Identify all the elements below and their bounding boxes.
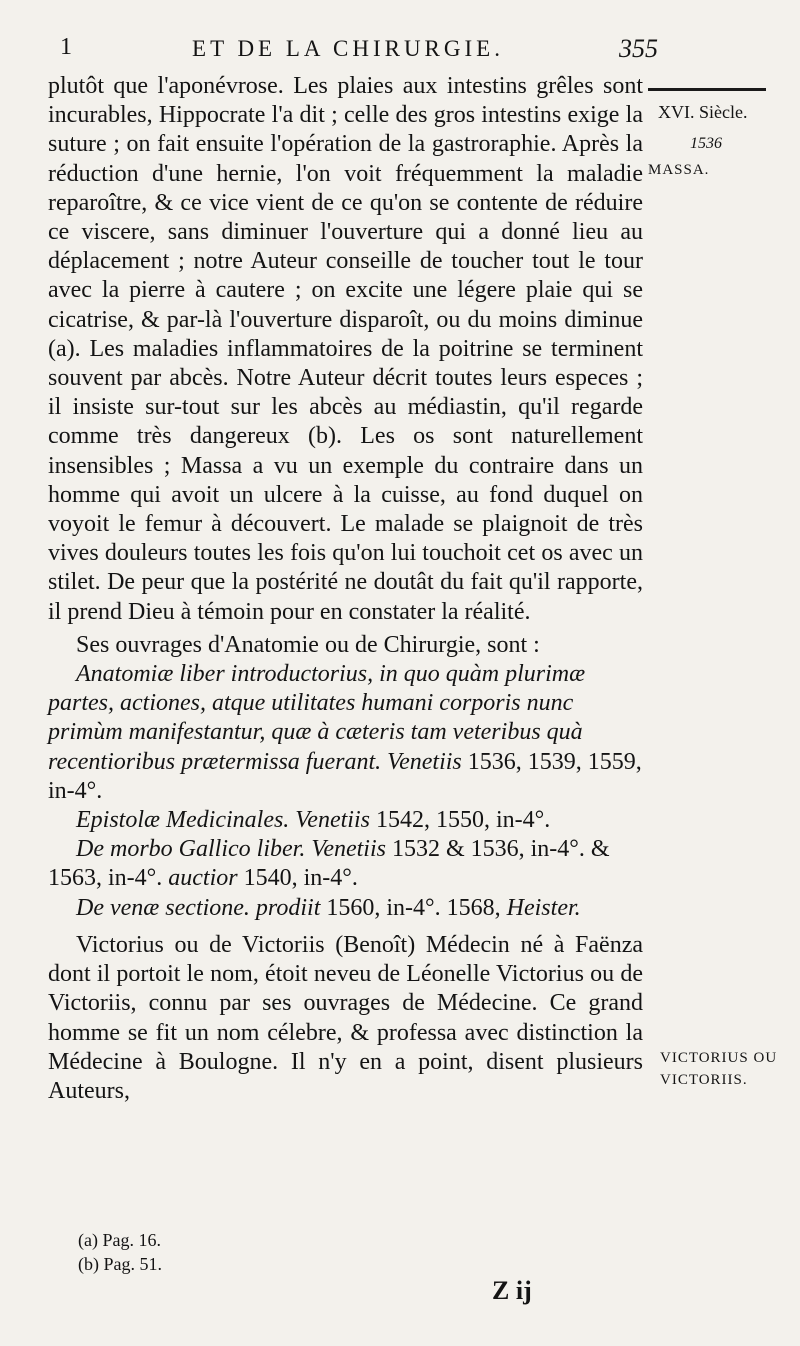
margin-year: 1536 <box>690 135 722 152</box>
footnote: (b) Pag. 51. <box>78 1254 162 1274</box>
paragraph-massa: plutôt que l'aponévrose. Les plaies aux intestins grêles sont incurables, Hippocrate l'a dit ; celle des gros intestins exige la suture ; on fait ensuite l'opération de la gastroraphie. Après la réduction d'une hernie, l'on voit fréquemment la maladie reparoître, & ce vice vient de ce qu'on se contente de réduire ce viscere, sans diminuer l'ouverture qui a donné lieu au déplacement ; notre Auteur conseille de toucher tout le tour avec la pierre à cautere ; on excite une légere plaie qui se cicatrise, & par-là l'ouverture disparoît, ou du moins diminue (a). Les maladies inflammatoires de la poitrine se terminent souvent par abcès. Notre Auteur décrit toutes leurs especes ; il insiste sur-tout sur les abcès au médiastin, qu'il regarde comme très dangereux (b). Les os sont naturellement insensibles ; Massa a vu un exemple du contraire dans un homme qui avoit un ulcere à la cuisse, au fond duquel on voyoit le femur à découvert. Le malade se plaignoit de très vives douleurs toutes les fois qu'on lui touchoit cet os avec un stilet. De peur que la postérité ne doutât du fait qu'il rapporte, il prend Dieu à témoin pour en constater la réalité. <box>48 73 643 625</box>
work-entry <box>48 835 643 893</box>
margin-author-victorius: VICTORIUS OU VICTORIIS. <box>660 1050 778 1088</box>
work-title: Epistolæ Medicinales. Venetiis <box>76 807 370 834</box>
margin-author-massa: MASSA. <box>648 162 710 178</box>
header-mark: 1 <box>60 34 72 60</box>
signature-mark: Z ij <box>492 1276 532 1305</box>
work-entry <box>48 806 643 835</box>
work-title: Anatomiæ liber introductorius, in quo quàm plurimæ partes, actiones, atque utilitates humani corporis nunc primùm manifestantur, quæ à cæteris tam veteribus quà recentioribus prætermissa fuerant. Venetiis <box>48 661 586 775</box>
margin-rule <box>648 88 766 91</box>
work-entry <box>48 894 643 923</box>
works-intro: Ses ouvrages d'Anatomie ou de Chirurgie, sont : <box>76 631 540 658</box>
work-title: De morbo Gallico liber. Venetiis <box>76 836 386 863</box>
header-title: ET DE LA CHIRURGIE. <box>192 36 504 61</box>
work-details: 1532 & 1536, in-4°. & 1563, in-4°. <box>48 836 610 892</box>
work-title: Heister. <box>506 894 581 921</box>
footnotes <box>78 1228 162 1276</box>
margin-century: XVI. Siècle. <box>658 102 748 122</box>
paragraph-victorius: Victorius ou de Victoriis (Benoît) Médecin né à Faënza dont il portoit le nom, étoit neveu de Léonelle Victorius ou de Victoriis, connu par ses ouvrages de Médecine. Ce grand homme se fit un nom célebre, & professa avec distinction la Médecine à Boulogne. Il n'y en a point, disent plusieurs Auteurs, <box>48 931 643 1104</box>
work-details: 1540, in-4°. <box>243 865 358 892</box>
work-entry <box>48 660 643 806</box>
work-title: De venæ sectione. prodiit <box>76 894 321 921</box>
running-header <box>48 34 658 70</box>
work-details: 1536, 1539, 1559, in-4°. <box>48 748 642 804</box>
work-details: 1542, 1550, in-4°. <box>375 807 551 834</box>
work-details: 1560, in-4°. 1568, <box>326 894 501 921</box>
work-title: auctior <box>168 865 238 892</box>
page-number: 355 <box>619 34 658 63</box>
main-text <box>48 72 643 1106</box>
footnote: (a) Pag. 16. <box>78 1230 161 1250</box>
